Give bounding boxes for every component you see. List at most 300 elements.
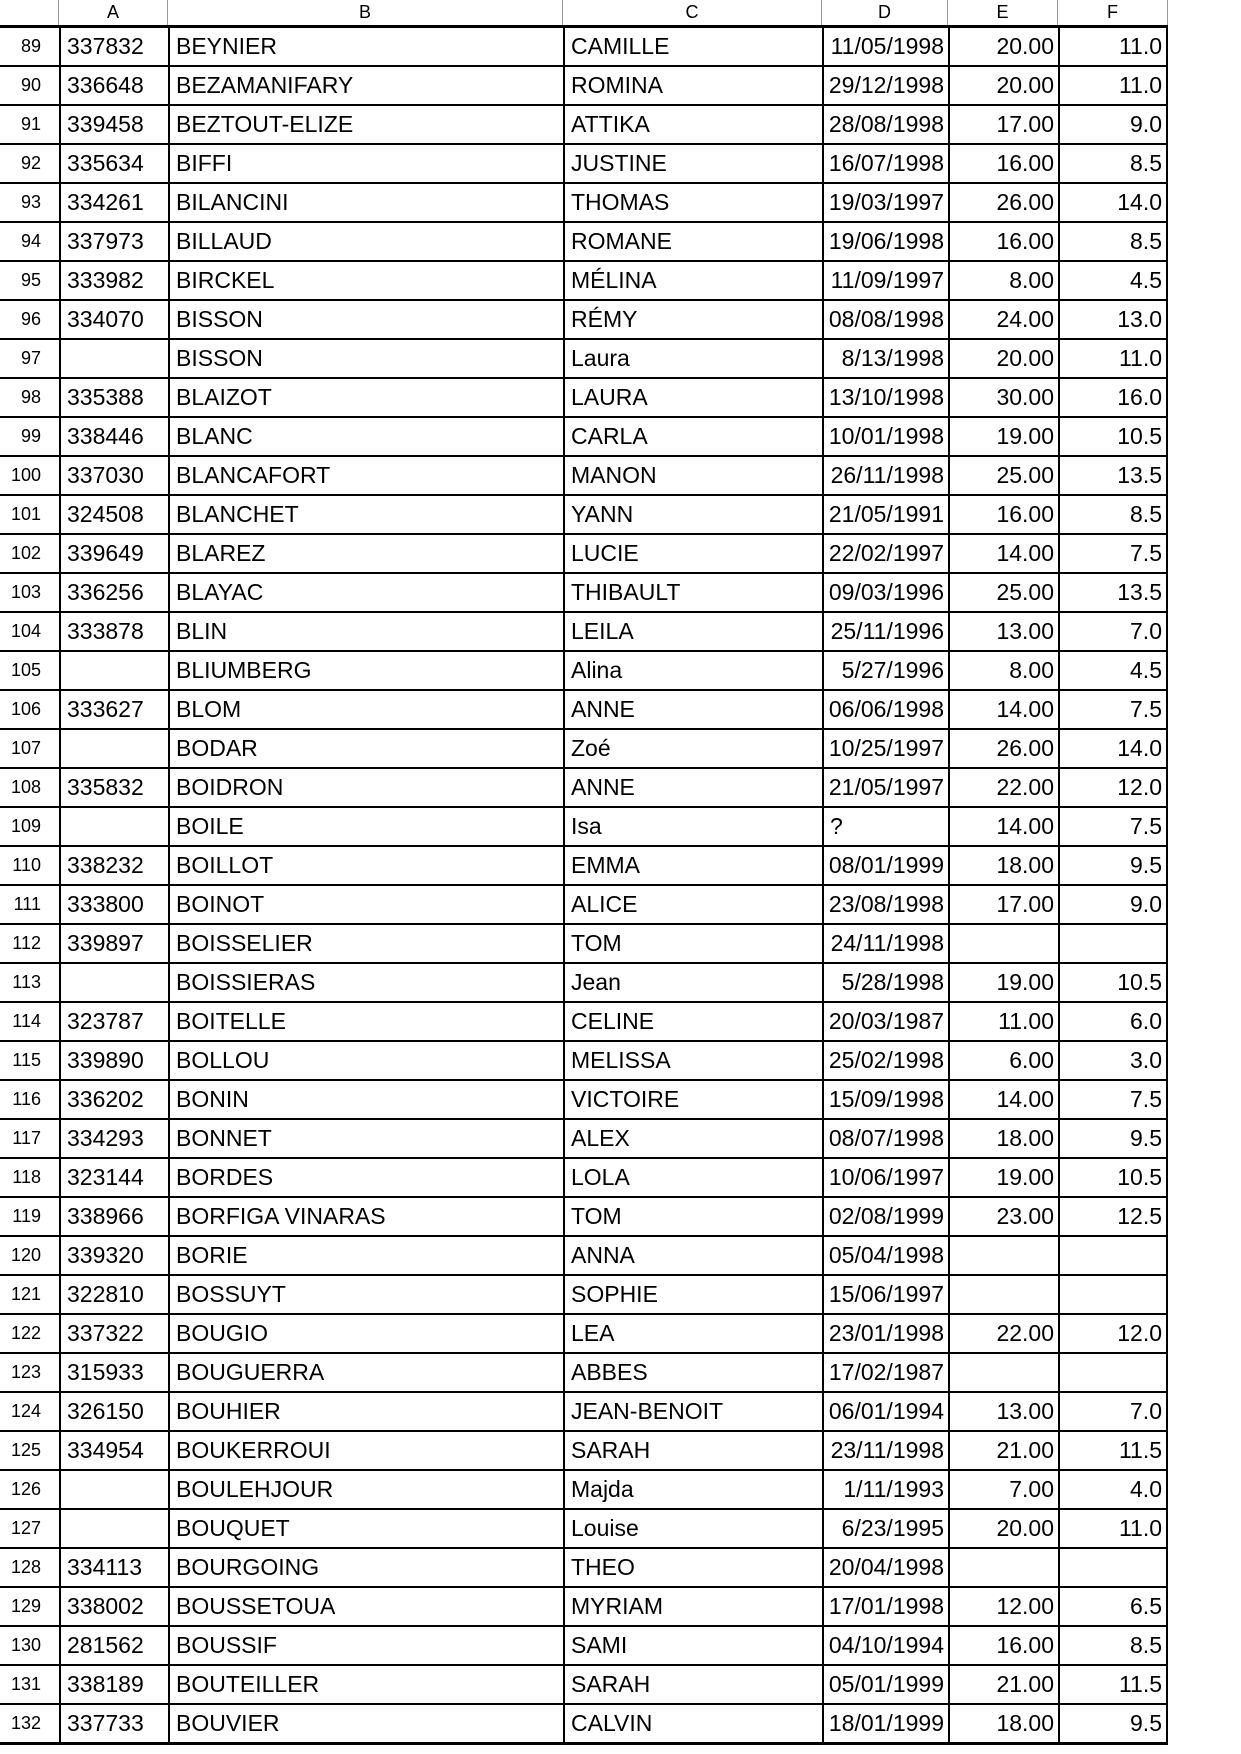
cell-c108[interactable]: ANNE <box>563 769 822 806</box>
cell-a107[interactable] <box>59 730 168 767</box>
cell-a98[interactable]: 335388 <box>59 379 168 416</box>
column-header-f[interactable]: F <box>1058 0 1168 25</box>
row-number[interactable]: 127 <box>0 1510 59 1547</box>
cell-b91[interactable]: BEZTOUT-ELIZE <box>168 106 563 143</box>
cell-c115[interactable]: MELISSA <box>563 1042 822 1079</box>
cell-b109[interactable]: BOILE <box>168 808 563 845</box>
cell-c101[interactable]: YANN <box>563 496 822 533</box>
row-number[interactable]: 131 <box>0 1666 59 1703</box>
cell-c105[interactable]: Alina <box>563 652 822 689</box>
cell-d103[interactable]: 09/03/1996 <box>822 574 948 611</box>
cell-b93[interactable]: BILANCINI <box>168 184 563 221</box>
cell-b131[interactable]: BOUTEILLER <box>168 1666 563 1703</box>
row-number[interactable]: 92 <box>0 145 59 182</box>
cell-d111[interactable]: 23/08/1998 <box>822 886 948 923</box>
cell-c97[interactable]: Laura <box>563 340 822 377</box>
cell-d122[interactable]: 23/01/1998 <box>822 1315 948 1352</box>
cell-c122[interactable]: LEA <box>563 1315 822 1352</box>
cell-a130[interactable]: 281562 <box>59 1627 168 1664</box>
row-number[interactable]: 126 <box>0 1471 59 1508</box>
cell-d106[interactable]: 06/06/1998 <box>822 691 948 728</box>
row-number[interactable]: 96 <box>0 301 59 338</box>
row-number[interactable]: 97 <box>0 340 59 377</box>
cell-d108[interactable]: 21/05/1997 <box>822 769 948 806</box>
cell-b129[interactable]: BOUSSETOUA <box>168 1588 563 1625</box>
cell-e89[interactable]: 20.00 <box>948 28 1058 65</box>
cell-f116[interactable]: 7.5 <box>1058 1081 1168 1118</box>
row-number[interactable]: 102 <box>0 535 59 572</box>
cell-a125[interactable]: 334954 <box>59 1432 168 1469</box>
column-header-b[interactable]: B <box>168 0 563 25</box>
cell-d112[interactable]: 24/11/1998 <box>822 925 948 962</box>
cell-d121[interactable]: 15/06/1997 <box>822 1276 948 1313</box>
cell-e112[interactable] <box>948 925 1058 962</box>
cell-a126[interactable] <box>59 1471 168 1508</box>
cell-c99[interactable]: CARLA <box>563 418 822 455</box>
cell-f127[interactable]: 11.0 <box>1058 1510 1168 1547</box>
cell-a127[interactable] <box>59 1510 168 1547</box>
cell-c126[interactable]: Majda <box>563 1471 822 1508</box>
cell-e126[interactable]: 7.00 <box>948 1471 1058 1508</box>
cell-c132[interactable]: CALVIN <box>563 1705 822 1742</box>
cell-e115[interactable]: 6.00 <box>948 1042 1058 1079</box>
cell-b115[interactable]: BOLLOU <box>168 1042 563 1079</box>
cell-e120[interactable] <box>948 1237 1058 1274</box>
row-number[interactable]: 99 <box>0 418 59 455</box>
cell-b101[interactable]: BLANCHET <box>168 496 563 533</box>
cell-e97[interactable]: 20.00 <box>948 340 1058 377</box>
row-number[interactable]: 122 <box>0 1315 59 1352</box>
cell-a123[interactable]: 315933 <box>59 1354 168 1391</box>
cell-d94[interactable]: 19/06/1998 <box>822 223 948 260</box>
cell-f121[interactable] <box>1058 1276 1168 1313</box>
row-number[interactable]: 129 <box>0 1588 59 1625</box>
row-number[interactable]: 107 <box>0 730 59 767</box>
cell-b125[interactable]: BOUKERROUI <box>168 1432 563 1469</box>
cell-b113[interactable]: BOISSIERAS <box>168 964 563 1001</box>
cell-a108[interactable]: 335832 <box>59 769 168 806</box>
row-number[interactable]: 125 <box>0 1432 59 1469</box>
row-number[interactable]: 104 <box>0 613 59 650</box>
cell-a105[interactable] <box>59 652 168 689</box>
cell-b107[interactable]: BODAR <box>168 730 563 767</box>
cell-e101[interactable]: 16.00 <box>948 496 1058 533</box>
cell-f91[interactable]: 9.0 <box>1058 106 1168 143</box>
cell-c125[interactable]: SARAH <box>563 1432 822 1469</box>
cell-c130[interactable]: SAMI <box>563 1627 822 1664</box>
cell-b117[interactable]: BONNET <box>168 1120 563 1157</box>
cell-e98[interactable]: 30.00 <box>948 379 1058 416</box>
column-header-a[interactable]: A <box>59 0 168 25</box>
row-number[interactable]: 105 <box>0 652 59 689</box>
cell-c119[interactable]: TOM <box>563 1198 822 1235</box>
cell-b118[interactable]: BORDES <box>168 1159 563 1196</box>
cell-d89[interactable]: 11/05/1998 <box>822 28 948 65</box>
row-number[interactable]: 120 <box>0 1237 59 1274</box>
row-number[interactable]: 121 <box>0 1276 59 1313</box>
cell-a97[interactable] <box>59 340 168 377</box>
cell-d92[interactable]: 16/07/1998 <box>822 145 948 182</box>
cell-d91[interactable]: 28/08/1998 <box>822 106 948 143</box>
cell-f114[interactable]: 6.0 <box>1058 1003 1168 1040</box>
cell-e110[interactable]: 18.00 <box>948 847 1058 884</box>
cell-f108[interactable]: 12.0 <box>1058 769 1168 806</box>
cell-e121[interactable] <box>948 1276 1058 1313</box>
cell-b123[interactable]: BOUGUERRA <box>168 1354 563 1391</box>
cell-e119[interactable]: 23.00 <box>948 1198 1058 1235</box>
cell-e131[interactable]: 21.00 <box>948 1666 1058 1703</box>
cell-d119[interactable]: 02/08/1999 <box>822 1198 948 1235</box>
cell-f102[interactable]: 7.5 <box>1058 535 1168 572</box>
cell-e94[interactable]: 16.00 <box>948 223 1058 260</box>
cell-e93[interactable]: 26.00 <box>948 184 1058 221</box>
cell-e118[interactable]: 19.00 <box>948 1159 1058 1196</box>
cell-a122[interactable]: 337322 <box>59 1315 168 1352</box>
cell-c100[interactable]: MANON <box>563 457 822 494</box>
cell-c118[interactable]: LOLA <box>563 1159 822 1196</box>
cell-b108[interactable]: BOIDRON <box>168 769 563 806</box>
cell-e132[interactable]: 18.00 <box>948 1705 1058 1742</box>
cell-f101[interactable]: 8.5 <box>1058 496 1168 533</box>
cell-c129[interactable]: MYRIAM <box>563 1588 822 1625</box>
cell-e123[interactable] <box>948 1354 1058 1391</box>
cell-b114[interactable]: BOITELLE <box>168 1003 563 1040</box>
cell-c116[interactable]: VICTOIRE <box>563 1081 822 1118</box>
cell-a103[interactable]: 336256 <box>59 574 168 611</box>
cell-f107[interactable]: 14.0 <box>1058 730 1168 767</box>
cell-f97[interactable]: 11.0 <box>1058 340 1168 377</box>
cell-b100[interactable]: BLANCAFORT <box>168 457 563 494</box>
column-header-e[interactable]: E <box>948 0 1058 25</box>
row-number[interactable]: 130 <box>0 1627 59 1664</box>
cell-a92[interactable]: 335634 <box>59 145 168 182</box>
cell-a118[interactable]: 323144 <box>59 1159 168 1196</box>
cell-c111[interactable]: ALICE <box>563 886 822 923</box>
cell-f130[interactable]: 8.5 <box>1058 1627 1168 1664</box>
cell-b96[interactable]: BISSON <box>168 301 563 338</box>
cell-a131[interactable]: 338189 <box>59 1666 168 1703</box>
row-number[interactable]: 116 <box>0 1081 59 1118</box>
cell-e122[interactable]: 22.00 <box>948 1315 1058 1352</box>
cell-f94[interactable]: 8.5 <box>1058 223 1168 260</box>
row-number[interactable]: 103 <box>0 574 59 611</box>
cell-a132[interactable]: 337733 <box>59 1705 168 1742</box>
cell-a116[interactable]: 336202 <box>59 1081 168 1118</box>
cell-d90[interactable]: 29/12/1998 <box>822 67 948 104</box>
row-number[interactable]: 90 <box>0 67 59 104</box>
cell-a114[interactable]: 323787 <box>59 1003 168 1040</box>
cell-c93[interactable]: THOMAS <box>563 184 822 221</box>
cell-d96[interactable]: 08/08/1998 <box>822 301 948 338</box>
cell-f93[interactable]: 14.0 <box>1058 184 1168 221</box>
cell-d129[interactable]: 17/01/1998 <box>822 1588 948 1625</box>
cell-a94[interactable]: 337973 <box>59 223 168 260</box>
cell-c89[interactable]: CAMILLE <box>563 28 822 65</box>
cell-d109[interactable]: ? <box>822 808 948 845</box>
cell-a117[interactable]: 334293 <box>59 1120 168 1157</box>
cell-c94[interactable]: ROMANE <box>563 223 822 260</box>
cell-e129[interactable]: 12.00 <box>948 1588 1058 1625</box>
cell-f103[interactable]: 13.5 <box>1058 574 1168 611</box>
cell-d114[interactable]: 20/03/1987 <box>822 1003 948 1040</box>
cell-b94[interactable]: BILLAUD <box>168 223 563 260</box>
cell-f123[interactable] <box>1058 1354 1168 1391</box>
row-number[interactable]: 118 <box>0 1159 59 1196</box>
cell-b89[interactable]: BEYNIER <box>168 28 563 65</box>
cell-a124[interactable]: 326150 <box>59 1393 168 1430</box>
cell-e92[interactable]: 16.00 <box>948 145 1058 182</box>
cell-f90[interactable]: 11.0 <box>1058 67 1168 104</box>
row-number[interactable]: 119 <box>0 1198 59 1235</box>
cell-b99[interactable]: BLANC <box>168 418 563 455</box>
cell-c104[interactable]: LEILA <box>563 613 822 650</box>
cell-b119[interactable]: BORFIGA VINARAS <box>168 1198 563 1235</box>
cell-d98[interactable]: 13/10/1998 <box>822 379 948 416</box>
row-number[interactable]: 111 <box>0 886 59 923</box>
cell-c107[interactable]: Zoé <box>563 730 822 767</box>
cell-d127[interactable]: 6/23/1995 <box>822 1510 948 1547</box>
cell-c127[interactable]: Louise <box>563 1510 822 1547</box>
row-number[interactable]: 94 <box>0 223 59 260</box>
cell-e99[interactable]: 19.00 <box>948 418 1058 455</box>
cell-c106[interactable]: ANNE <box>563 691 822 728</box>
cell-b112[interactable]: BOISSELIER <box>168 925 563 962</box>
cell-a106[interactable]: 333627 <box>59 691 168 728</box>
cell-e109[interactable]: 14.00 <box>948 808 1058 845</box>
cell-e130[interactable]: 16.00 <box>948 1627 1058 1664</box>
cell-d124[interactable]: 06/01/1994 <box>822 1393 948 1430</box>
cell-f109[interactable]: 7.5 <box>1058 808 1168 845</box>
cell-c114[interactable]: CELINE <box>563 1003 822 1040</box>
cell-c109[interactable]: Isa <box>563 808 822 845</box>
cell-d104[interactable]: 25/11/1996 <box>822 613 948 650</box>
cell-e127[interactable]: 20.00 <box>948 1510 1058 1547</box>
cell-b98[interactable]: BLAIZOT <box>168 379 563 416</box>
cell-e90[interactable]: 20.00 <box>948 67 1058 104</box>
cell-c95[interactable]: MÉLINA <box>563 262 822 299</box>
row-number[interactable]: 93 <box>0 184 59 221</box>
cell-f128[interactable] <box>1058 1549 1168 1586</box>
cell-e103[interactable]: 25.00 <box>948 574 1058 611</box>
cell-d93[interactable]: 19/03/1997 <box>822 184 948 221</box>
cell-c113[interactable]: Jean <box>563 964 822 1001</box>
cell-e124[interactable]: 13.00 <box>948 1393 1058 1430</box>
cell-b90[interactable]: BEZAMANIFARY <box>168 67 563 104</box>
row-number[interactable]: 113 <box>0 964 59 1001</box>
cell-e116[interactable]: 14.00 <box>948 1081 1058 1118</box>
row-number[interactable]: 112 <box>0 925 59 962</box>
cell-b97[interactable]: BISSON <box>168 340 563 377</box>
cell-f122[interactable]: 12.0 <box>1058 1315 1168 1352</box>
cell-a112[interactable]: 339897 <box>59 925 168 962</box>
cell-d110[interactable]: 08/01/1999 <box>822 847 948 884</box>
cell-d126[interactable]: 1/11/1993 <box>822 1471 948 1508</box>
cell-b130[interactable]: BOUSSIF <box>168 1627 563 1664</box>
cell-a115[interactable]: 339890 <box>59 1042 168 1079</box>
cell-a104[interactable]: 333878 <box>59 613 168 650</box>
cell-e108[interactable]: 22.00 <box>948 769 1058 806</box>
row-number[interactable]: 115 <box>0 1042 59 1079</box>
cell-a111[interactable]: 333800 <box>59 886 168 923</box>
row-number[interactable]: 100 <box>0 457 59 494</box>
cell-f129[interactable]: 6.5 <box>1058 1588 1168 1625</box>
cell-a93[interactable]: 334261 <box>59 184 168 221</box>
cell-e102[interactable]: 14.00 <box>948 535 1058 572</box>
column-header-d[interactable]: D <box>822 0 948 25</box>
cell-f89[interactable]: 11.0 <box>1058 28 1168 65</box>
cell-c112[interactable]: TOM <box>563 925 822 962</box>
cell-d128[interactable]: 20/04/1998 <box>822 1549 948 1586</box>
cell-f118[interactable]: 10.5 <box>1058 1159 1168 1196</box>
cell-a113[interactable] <box>59 964 168 1001</box>
cell-e125[interactable]: 21.00 <box>948 1432 1058 1469</box>
cell-f111[interactable]: 9.0 <box>1058 886 1168 923</box>
cell-f100[interactable]: 13.5 <box>1058 457 1168 494</box>
cell-c131[interactable]: SARAH <box>563 1666 822 1703</box>
cell-d105[interactable]: 5/27/1996 <box>822 652 948 689</box>
cell-e100[interactable]: 25.00 <box>948 457 1058 494</box>
row-number[interactable]: 91 <box>0 106 59 143</box>
cell-a102[interactable]: 339649 <box>59 535 168 572</box>
cell-d123[interactable]: 17/02/1987 <box>822 1354 948 1391</box>
cell-d97[interactable]: 8/13/1998 <box>822 340 948 377</box>
cell-a100[interactable]: 337030 <box>59 457 168 494</box>
cell-b124[interactable]: BOUHIER <box>168 1393 563 1430</box>
cell-b104[interactable]: BLIN <box>168 613 563 650</box>
cell-e91[interactable]: 17.00 <box>948 106 1058 143</box>
row-number[interactable]: 128 <box>0 1549 59 1586</box>
row-number[interactable]: 124 <box>0 1393 59 1430</box>
cell-f104[interactable]: 7.0 <box>1058 613 1168 650</box>
cell-b106[interactable]: BLOM <box>168 691 563 728</box>
cell-e95[interactable]: 8.00 <box>948 262 1058 299</box>
cell-f105[interactable]: 4.5 <box>1058 652 1168 689</box>
cell-a89[interactable]: 337832 <box>59 28 168 65</box>
cell-f98[interactable]: 16.0 <box>1058 379 1168 416</box>
cell-d120[interactable]: 05/04/1998 <box>822 1237 948 1274</box>
cell-d107[interactable]: 10/25/1997 <box>822 730 948 767</box>
cell-f99[interactable]: 10.5 <box>1058 418 1168 455</box>
cell-b102[interactable]: BLAREZ <box>168 535 563 572</box>
cell-f126[interactable]: 4.0 <box>1058 1471 1168 1508</box>
column-header-c[interactable]: C <box>563 0 822 25</box>
cell-d116[interactable]: 15/09/1998 <box>822 1081 948 1118</box>
cell-e105[interactable]: 8.00 <box>948 652 1058 689</box>
cell-c128[interactable]: THEO <box>563 1549 822 1586</box>
cell-c117[interactable]: ALEX <box>563 1120 822 1157</box>
cell-e117[interactable]: 18.00 <box>948 1120 1058 1157</box>
cell-e113[interactable]: 19.00 <box>948 964 1058 1001</box>
cell-d113[interactable]: 5/28/1998 <box>822 964 948 1001</box>
cell-e114[interactable]: 11.00 <box>948 1003 1058 1040</box>
cell-b116[interactable]: BONIN <box>168 1081 563 1118</box>
cell-f125[interactable]: 11.5 <box>1058 1432 1168 1469</box>
cell-b105[interactable]: BLIUMBERG <box>168 652 563 689</box>
cell-d99[interactable]: 10/01/1998 <box>822 418 948 455</box>
cell-a120[interactable]: 339320 <box>59 1237 168 1274</box>
row-number[interactable]: 101 <box>0 496 59 533</box>
cell-f117[interactable]: 9.5 <box>1058 1120 1168 1157</box>
cell-e106[interactable]: 14.00 <box>948 691 1058 728</box>
cell-f132[interactable]: 9.5 <box>1058 1705 1168 1742</box>
cell-c121[interactable]: SOPHIE <box>563 1276 822 1313</box>
row-number[interactable]: 109 <box>0 808 59 845</box>
cell-e104[interactable]: 13.00 <box>948 613 1058 650</box>
cell-f124[interactable]: 7.0 <box>1058 1393 1168 1430</box>
cell-c123[interactable]: ABBES <box>563 1354 822 1391</box>
cell-d130[interactable]: 04/10/1994 <box>822 1627 948 1664</box>
row-number[interactable]: 106 <box>0 691 59 728</box>
row-number[interactable]: 89 <box>0 28 59 65</box>
cell-e111[interactable]: 17.00 <box>948 886 1058 923</box>
cell-c92[interactable]: JUSTINE <box>563 145 822 182</box>
cell-e128[interactable] <box>948 1549 1058 1586</box>
cell-b132[interactable]: BOUVIER <box>168 1705 563 1742</box>
cell-c96[interactable]: RÉMY <box>563 301 822 338</box>
cell-a119[interactable]: 338966 <box>59 1198 168 1235</box>
cell-b111[interactable]: BOINOT <box>168 886 563 923</box>
cell-f106[interactable]: 7.5 <box>1058 691 1168 728</box>
cell-b127[interactable]: BOUQUET <box>168 1510 563 1547</box>
cell-f119[interactable]: 12.5 <box>1058 1198 1168 1235</box>
cell-c120[interactable]: ANNA <box>563 1237 822 1274</box>
cell-a101[interactable]: 324508 <box>59 496 168 533</box>
cell-d118[interactable]: 10/06/1997 <box>822 1159 948 1196</box>
cell-a128[interactable]: 334113 <box>59 1549 168 1586</box>
cell-d100[interactable]: 26/11/1998 <box>822 457 948 494</box>
cell-a99[interactable]: 338446 <box>59 418 168 455</box>
cell-f120[interactable] <box>1058 1237 1168 1274</box>
cell-c98[interactable]: LAURA <box>563 379 822 416</box>
cell-f92[interactable]: 8.5 <box>1058 145 1168 182</box>
cell-b110[interactable]: BOILLOT <box>168 847 563 884</box>
cell-b95[interactable]: BIRCKEL <box>168 262 563 299</box>
cell-a121[interactable]: 322810 <box>59 1276 168 1313</box>
cell-b121[interactable]: BOSSUYT <box>168 1276 563 1313</box>
cell-e107[interactable]: 26.00 <box>948 730 1058 767</box>
row-number[interactable]: 117 <box>0 1120 59 1157</box>
row-number[interactable]: 132 <box>0 1705 59 1742</box>
cell-d102[interactable]: 22/02/1997 <box>822 535 948 572</box>
cell-f96[interactable]: 13.0 <box>1058 301 1168 338</box>
cell-d95[interactable]: 11/09/1997 <box>822 262 948 299</box>
cell-d101[interactable]: 21/05/1991 <box>822 496 948 533</box>
cell-f115[interactable]: 3.0 <box>1058 1042 1168 1079</box>
cell-b92[interactable]: BIFFI <box>168 145 563 182</box>
row-number[interactable]: 108 <box>0 769 59 806</box>
cell-f113[interactable]: 10.5 <box>1058 964 1168 1001</box>
cell-a96[interactable]: 334070 <box>59 301 168 338</box>
cell-d132[interactable]: 18/01/1999 <box>822 1705 948 1742</box>
cell-c90[interactable]: ROMINA <box>563 67 822 104</box>
cell-b122[interactable]: BOUGIO <box>168 1315 563 1352</box>
cell-b126[interactable]: BOULEHJOUR <box>168 1471 563 1508</box>
cell-a129[interactable]: 338002 <box>59 1588 168 1625</box>
cell-c110[interactable]: EMMA <box>563 847 822 884</box>
row-number[interactable]: 95 <box>0 262 59 299</box>
cell-a95[interactable]: 333982 <box>59 262 168 299</box>
cell-a109[interactable] <box>59 808 168 845</box>
cell-d131[interactable]: 05/01/1999 <box>822 1666 948 1703</box>
cell-e96[interactable]: 24.00 <box>948 301 1058 338</box>
cell-f110[interactable]: 9.5 <box>1058 847 1168 884</box>
cell-c91[interactable]: ATTIKA <box>563 106 822 143</box>
cell-a91[interactable]: 339458 <box>59 106 168 143</box>
row-number[interactable]: 123 <box>0 1354 59 1391</box>
cell-b120[interactable]: BORIE <box>168 1237 563 1274</box>
cell-b128[interactable]: BOURGOING <box>168 1549 563 1586</box>
cell-c102[interactable]: LUCIE <box>563 535 822 572</box>
